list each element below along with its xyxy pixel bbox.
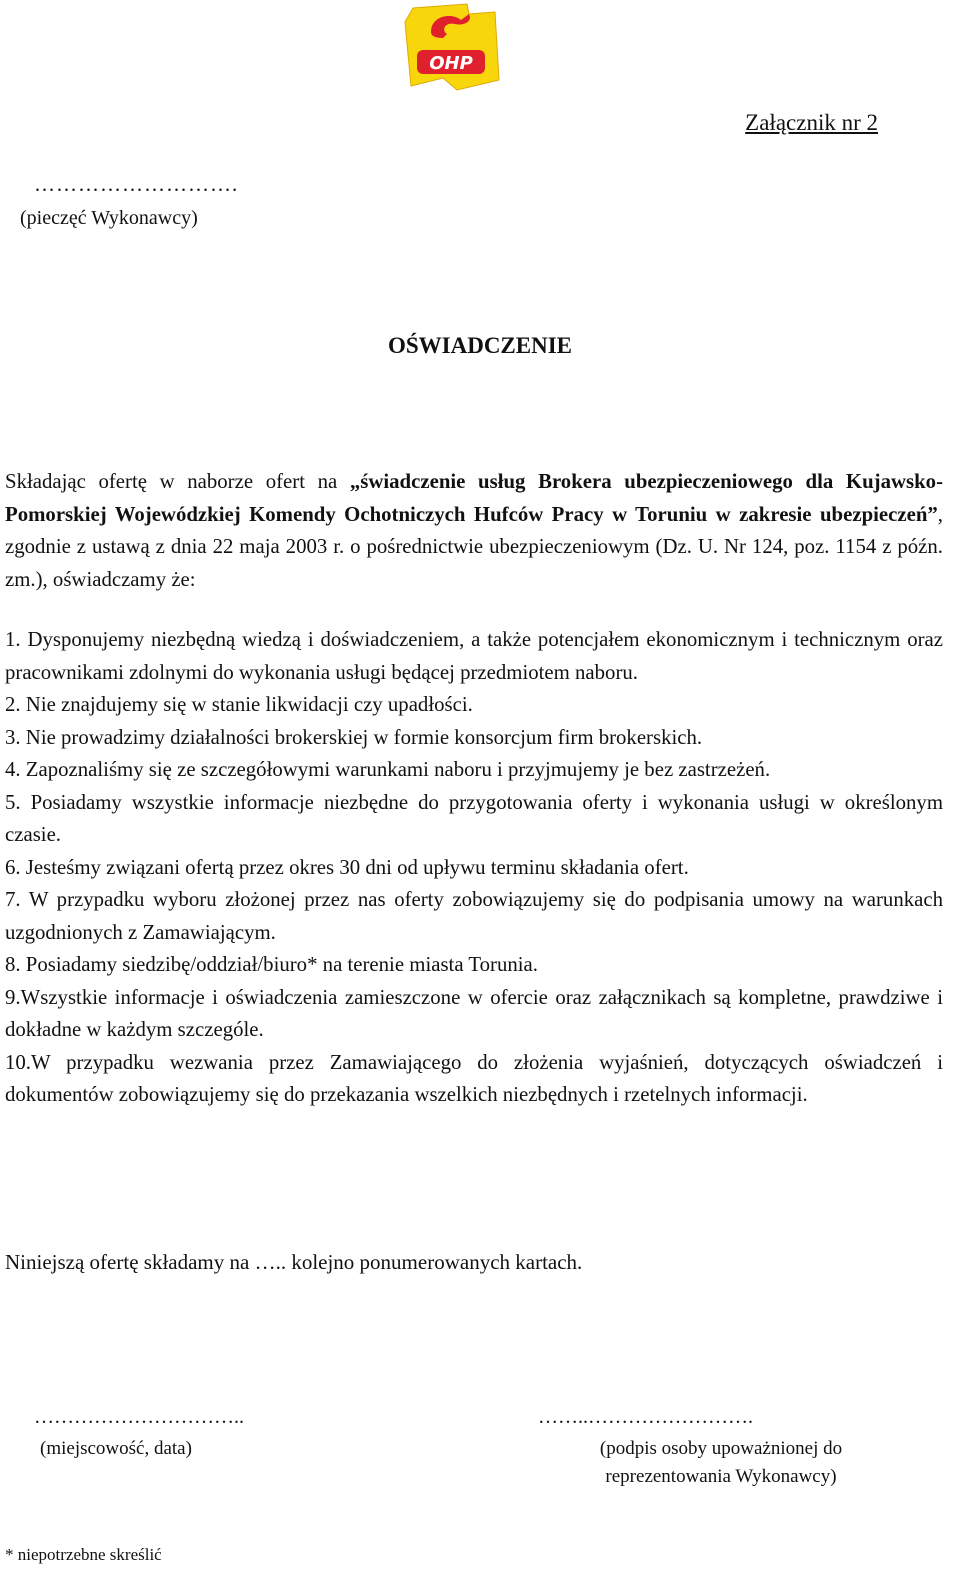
- declaration-item-8: 8. Posiadamy siedzibę/oddział/biuro* na terenie miasta Torunia.: [5, 953, 538, 976]
- stamp-label: (pieczęć Wykonawcy): [20, 207, 198, 229]
- signature-dots: ……..…………………….: [538, 1406, 753, 1428]
- declaration-item-2: 2. Nie znajdujemy się w stanie likwidacji czy upadłości.: [5, 693, 473, 716]
- annex-number: Załącznik nr 2: [745, 110, 878, 135]
- document-title: OŚWIADCZENIE: [387, 333, 573, 358]
- pages-statement: Niniejszą ofertę składamy na ….. kolejno ponumerowanych kartach.: [5, 1250, 583, 1274]
- declaration-item-9: 9.Wszystkie informacje i oświadczenia zamieszczone w ofercie oraz załącznikach są kompletne, prawdziwe i dokładne w każdym szczególe.: [5, 985, 943, 1041]
- intro-subject: „świadczenie usług Brokera ubezpieczeniowego dla Kujawsko-Pomorskiej Wojewódzkiej Komendy Ochotniczych Hufców Pracy w Toruniu w zakresie ubezpieczeń”: [5, 470, 943, 526]
- intro-text-before: Składając ofertę w naborze ofert na: [5, 470, 350, 493]
- place-date-label: (miejscowość, data): [40, 1438, 192, 1459]
- declaration-item-4: 4. Zapoznaliśmy się ze szczegółowymi warunkami naboru i przyjmujemy je bez zastrzeżeń.: [5, 758, 771, 781]
- ohp-logo: [403, 2, 501, 92]
- intro-paragraph: [5, 466, 943, 596]
- intro-text-after: , zgodnie z ustawą z dnia 22 maja 2003 r. o pośrednictwie ubezpieczeniowym (Dz. U. Nr 124, poz. 1154 z późn. zm.), oświadczamy że:: [5, 502, 943, 591]
- declaration-item-6: 6. Jesteśmy związani ofertą przez okres 30 dni od upływu terminu składania ofert.: [5, 855, 689, 879]
- declarations-list: [5, 624, 943, 1112]
- place-date-dots: …………………………..: [34, 1406, 244, 1428]
- declaration-item-5: 5. Posiadamy wszystkie informacje niezbędne do przygotowania oferty i wykonania usługi w określonym czasie.: [5, 790, 943, 846]
- declaration-item-1: 1. Dysponujemy niezbędną wiedzą i doświadczeniem, a także potencjałem ekonomicznym i technicznym oraz pracownikami zdolnymi do wykonania usługi będącej przedmiotem naboru.: [5, 628, 943, 684]
- logo-text: OHP: [429, 53, 473, 74]
- declaration-item-7: 7. W przypadku wyboru złożonej przez nas oferty zobowiązujemy się do podpisania umowy na warunkach uzgodnionych z Zamawiającym.: [5, 888, 943, 944]
- declaration-item-3: 3. Nie prowadzimy działalności brokerskiej w formie konsorcjum firm brokerskich.: [5, 725, 703, 749]
- stamp-placeholder-dots: ……………………….: [34, 172, 239, 196]
- footnote: * niepotrzebne skreślić: [5, 1545, 162, 1564]
- signature-label: (podpis osoby upoważnionej do reprezentowania Wykonawcy): [599, 1438, 843, 1487]
- declaration-item-10: 10.W przypadku wezwania przez Zamawiającego do złożenia wyjaśnień, dotyczących oświadczeń i dokumentów zobowiązujemy się do przekazania wszelkich niezbędnych i rzetelnych informacji.: [5, 1050, 943, 1106]
